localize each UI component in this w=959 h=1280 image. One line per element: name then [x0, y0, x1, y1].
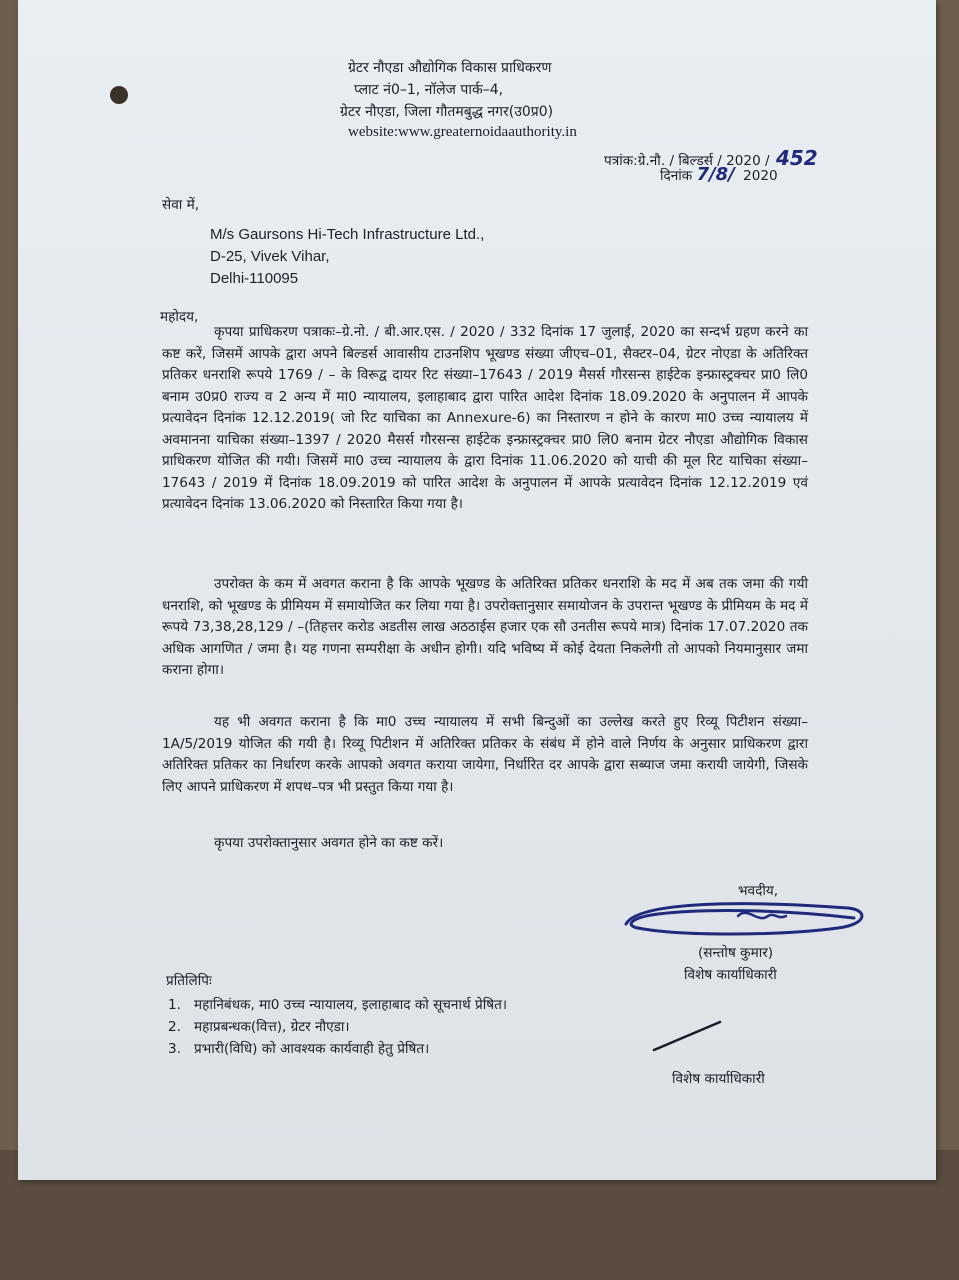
letter-page	[18, 0, 936, 1180]
copy-item-1: 1. महानिबंधक, मा0 उच्च न्यायालय, इलाहाबाद को सूचनार्थ प्रेषित।	[168, 997, 508, 1013]
recipient-address-line-2: D-25, Vivek Vihar,	[210, 248, 330, 265]
copy-designation: विशेष कार्याधिकारी	[672, 1071, 765, 1087]
recipient-name: M/s Gaursons Hi-Tech Infrastructure Ltd.,	[210, 226, 485, 243]
copy-item-2: 2. महाप्रबन्धक(वित्त), ग्रेटर नौएडा।	[168, 1019, 350, 1035]
initials-stroke	[648, 1018, 728, 1054]
signatory-name: (सन्तोष कुमार)	[698, 945, 774, 961]
recipient-address-line-3: Delhi-110095	[210, 270, 299, 287]
body-paragraph-1: कृपया प्राधिकरण पत्राकः–ग्रे.नो. / बी.आर.एस. / 2020 / 332 दिनांक 17 जुलाई, 2020 का सन्दर्भ ग्रहण करने का कष्ट करें, जिसमें आपके द्वारा अपने बिल्डर्स आवासीय टाउनशिप भूखण्ड संख्या जीएच–01, सैक्टर–04, ग्रेटर नोएडा के अतिरिक्त प्रतिकर धनराशि रूपये 1769 / – के विरूद्व दायर रिट संख्या–17643 / 2019 मैसर्स गौरसन्स हाईटेक इन्फ्रास्ट्रक्चर प्रा0 लि0 बनाम उ0प्र0 राज्य व 2 अन्य में मा0 न्यायालय, इलाहाबाद द्वारा पारित आदेश दिनांक 18.09.2020 के अनुपालन में आपके प्रत्यावेदन दिनांक 12.12.2019( जो रिट याचिका का Annexure-6) का निस्तारण न होने के कारण मा0 उच्च न्यायालय में अवमानना याचिका संख्या–1397 / 2020 मैसर्स गौरसन्स हाईटेक इन्फ्रास्ट्रक्चर प्रा0 लि0 बनाम ग्रेटर नौएडा औद्योगिक विकास प्राधिकरण योजित की गयी। जिसमें मा0 उच्च न्यायालय के द्वारा दिनांक 11.06.2020 को याची की मूल रिट याचिका संख्या–17643 / 2019 में दिनांक 18.09.2019 को पारित आदेश के अनुपालन में आपके प्रत्यावेदन दिनांक 12.12.2019 एवं प्रत्यावेदन दिनांक 13.06.2020 को निस्तारित किया गया है।	[162, 324, 808, 512]
body-paragraph-2: उपरोक्त के कम में अवगत कराना है कि आपके भूखण्ड के अतिरिक्त प्रतिकर धनराशि के मद में अब तक जमा की गयी धनराशि, को भूखण्ड के प्रीमियम में समायोजित कर लिया गया है। उपरोक्तानुसार समायोजन के उपरान्त भूखण्ड के प्रीमियम के मद में रूपये 73,38,28,129 / –(तिहत्तर करोड अडतीस लाख अठठाईस हजार एक सौ उनतीस रूपये मात्र) दिनांक 17.07.2020 तक अधिक आगणित / जमा है। यह गणना सम्परीक्षा के अधीन होगी। यदि भविष्य में कोई देयता निकलेगी तो आपको नियमानुसार जमा कराना होगा।	[162, 576, 808, 678]
website-link[interactable]: website:www.greaternoidaauthority.in	[348, 124, 577, 140]
punch-hole	[110, 86, 128, 104]
salutation-to: सेवा में,	[162, 197, 200, 213]
org-name: ग्रेटर नौएडा औद्योगिक विकास प्राधिकरण	[348, 60, 552, 76]
greeting: महोदय,	[160, 309, 199, 325]
reference-date	[660, 164, 778, 185]
address-line-2: ग्रेटर नौएडा, जिला गौतमबुद्ध नगर(उ0प्र0)	[340, 104, 554, 120]
date-year: 2020	[743, 168, 778, 184]
copy-item-3: 3. प्रभारी(विधि) को आवश्यक कार्यवाही हेतु प्रेषित।	[168, 1041, 430, 1057]
reference-handwritten-number: 452	[775, 146, 818, 170]
signature-image	[618, 894, 878, 942]
body-closing-line: कृपया उपरोक्तानुसार अवगत होने का कष्ट करें।	[214, 835, 444, 851]
date-handwritten: 7/8/	[696, 164, 735, 185]
signatory-designation: विशेष कार्याधिकारी	[684, 967, 777, 983]
yours-faithfully: भवदीय,	[738, 883, 779, 899]
address-line-1: प्लाट नं0–1, नॉलेज पार्क–4,	[354, 82, 504, 98]
copy-label: प्रतिलिपिः	[166, 973, 212, 989]
date-label: दिनांक	[660, 168, 693, 184]
body-paragraph-3: यह भी अवगत कराना है कि मा0 उच्च न्यायालय में सभी बिन्दुओं का उल्लेख करते हुए रिव्यू पिटीशन संख्या–1A/5/2019 योजित की गयी है। रिव्यू पिटीशन में अतिरिक्त प्रतिकर के संबंध में होने वाले निर्णय के अनुसार प्राधिकरण द्वारा अतिरिक्त प्रतिकर का निर्धारण करके आपको अवगत कराया जायेगा, निर्धारित दर आपके द्वारा सब्याज जमा करायी जायेगी, जिसके लिए आपने प्राधिकरण में शपथ–पत्र भी प्रस्तुत किया गया है।	[162, 714, 809, 795]
reference-label: पत्रांक:ग्रे.नौ. / बिल्डर्स / 2020 /	[604, 153, 770, 169]
copy-list	[168, 994, 507, 1060]
